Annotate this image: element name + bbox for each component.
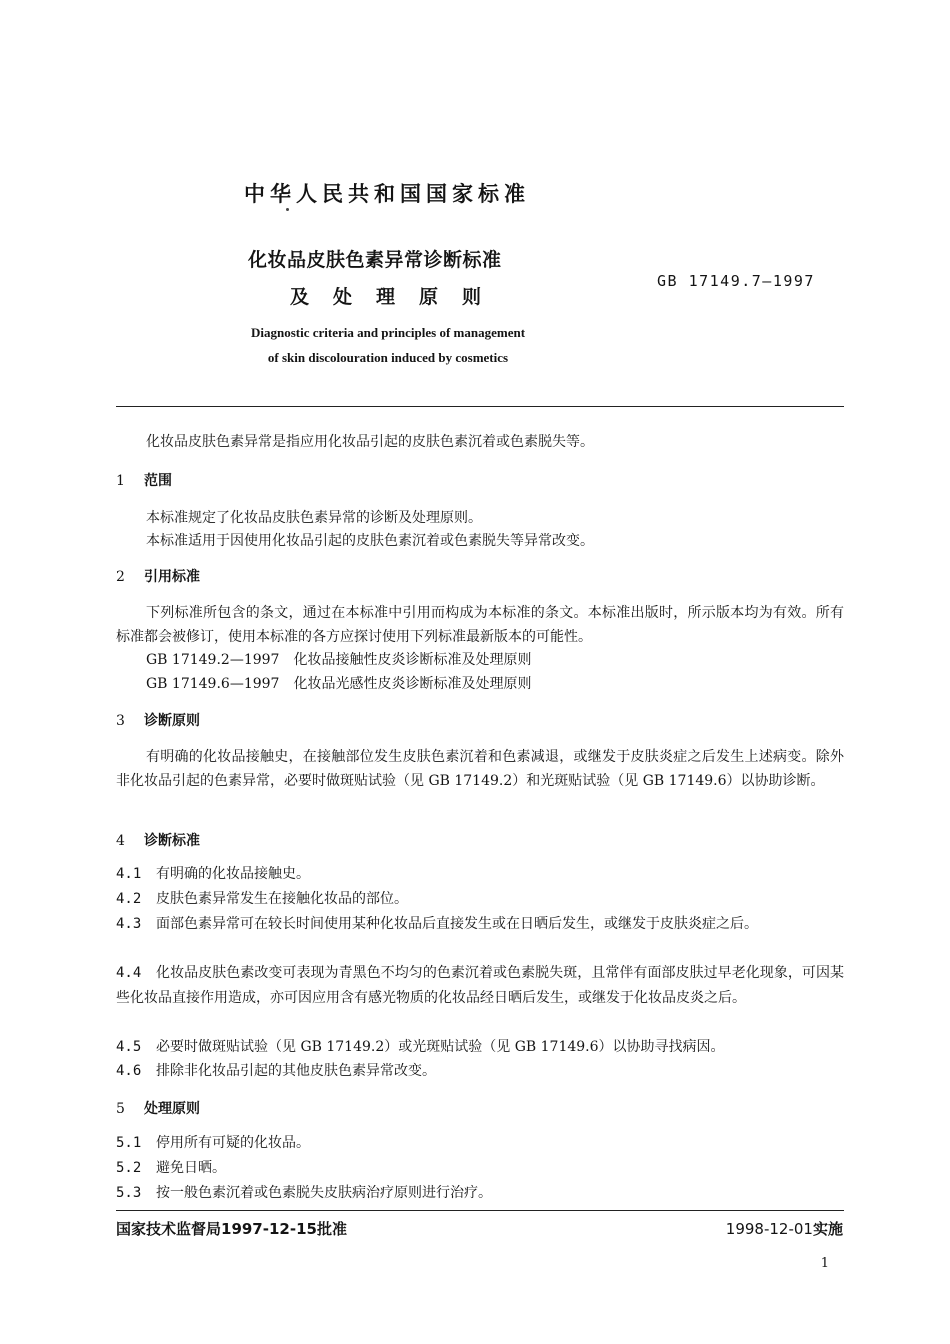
section-3-heading	[116, 710, 200, 730]
list-item	[116, 887, 844, 912]
implementation-line	[0, 1218, 843, 1239]
standard-number: GB 17149.7—1997	[657, 272, 815, 290]
implementation-label: 实施	[812, 1220, 843, 1238]
item-text: 有明确的化妆品接触史。	[156, 866, 310, 882]
page-number: 1	[820, 1256, 829, 1271]
list-item	[116, 1035, 844, 1060]
approval-line: 国家技术监督局1997-12-15批准	[116, 1220, 347, 1238]
item-text: 排除非化妆品引起的其他皮肤色素异常改变。	[156, 1063, 436, 1079]
footer-divider	[116, 1210, 844, 1211]
section-2-heading	[116, 566, 200, 586]
item-text: 必要时做斑贴试验（见 GB 17149.2）或光斑贴试验（见 GB 17149.6）以协助寻找病因。	[156, 1039, 725, 1055]
list-item	[116, 912, 844, 937]
section-1-heading	[116, 470, 172, 490]
section-number: 1	[116, 473, 125, 489]
title-zh-line2: 及处理原则	[290, 286, 506, 308]
item-text: 面部色素异常可在较长时间使用某种化妆品后直接发生或在日晒后发生，或继发于皮肤炎症之后。	[156, 916, 758, 932]
section-number: 4	[116, 833, 125, 849]
decorative-dot	[286, 208, 289, 211]
list-item	[116, 961, 844, 1011]
section-2-paragraph: 下列标准所包含的条文，通过在本标准中引用而构成为本标准的条文。本标准出版时，所示版本均为有效。所有标准都会被修订，使用本标准的各方应探讨使用下列标准最新版本的可能性。	[116, 605, 844, 645]
section-3-paragraph: 有明确的化妆品接触史，在接触部位发生皮肤色素沉着和色素减退，或继发于皮肤炎症之后发生上述病变。除外非化妆品引起的色素异常，必要时做斑贴试验（见 GB 17149.2）和光斑贴试验（见 GB 17149.6）以协助诊断。	[116, 749, 844, 789]
reference-1: GB 17149.2—1997 化妆品接触性皮炎诊断标准及处理原则	[146, 652, 532, 668]
section-1-paragraph-2: 本标准适用于因使用化妆品引起的皮肤色素沉着或色素脱失等异常改变。	[146, 533, 594, 549]
section-title: 范围	[144, 473, 172, 489]
national-standard-heading: 中华人民共和国国家标准	[244, 182, 530, 206]
item-text: 化妆品皮肤色素改变可表现为青黑色不均匀的色素沉着或色素脱失斑，且常伴有面部皮肤过早老化现象，可因某些化妆品直接作用造成，亦可因应用含有感光物质的化妆品经日晒后发生，或继发于化妆品皮炎之后。	[116, 965, 844, 1006]
section-title: 诊断原则	[144, 713, 200, 729]
item-number: 5.3	[116, 1185, 142, 1201]
section-number: 3	[116, 713, 125, 729]
list-item	[116, 1181, 844, 1206]
item-text: 避免日晒。	[156, 1160, 226, 1176]
section-title: 处理原则	[144, 1101, 200, 1117]
item-number: 5.1	[116, 1135, 142, 1151]
reference-2: GB 17149.6—1997 化妆品光感性皮炎诊断标准及处理原则	[146, 676, 532, 692]
title-zh-line1: 化妆品皮肤色素异常诊断标准	[248, 249, 502, 271]
list-item	[116, 1156, 844, 1181]
section-4-heading	[116, 830, 200, 850]
list-item	[116, 862, 844, 887]
intro-paragraph: 化妆品皮肤色素异常是指应用化妆品引起的皮肤色素沉着或色素脱失等。	[146, 434, 594, 450]
item-number: 5.2	[116, 1160, 142, 1176]
item-text: 按一般色素沉着或色素脱失皮肤病治疗原则进行治疗。	[156, 1185, 492, 1201]
title-en-line2: of skin discolouration induced by cosmetics	[267, 350, 509, 365]
item-text: 皮肤色素异常发生在接触化妆品的部位。	[156, 891, 408, 907]
item-number: 4.3	[116, 916, 142, 932]
header-divider	[116, 406, 844, 407]
section-number: 5	[116, 1101, 125, 1117]
section-title: 诊断标准	[144, 833, 200, 849]
title-en-line1: Diagnostic criteria and principles of management	[250, 325, 526, 340]
section-5-heading	[116, 1098, 200, 1118]
item-number: 4.1	[116, 866, 142, 882]
list-item	[116, 1131, 844, 1156]
section-title: 引用标准	[144, 569, 200, 585]
item-number: 4.4	[116, 965, 142, 981]
section-number: 2	[116, 569, 125, 585]
item-number: 4.2	[116, 891, 142, 907]
list-item	[116, 1059, 844, 1084]
section-1-paragraph-1: 本标准规定了化妆品皮肤色素异常的诊断及处理原则。	[146, 510, 482, 526]
item-text: 停用所有可疑的化妆品。	[156, 1135, 310, 1151]
item-number: 4.5	[116, 1039, 142, 1055]
item-number: 4.6	[116, 1063, 142, 1079]
implementation-date: 1998-12-01	[725, 1220, 813, 1238]
